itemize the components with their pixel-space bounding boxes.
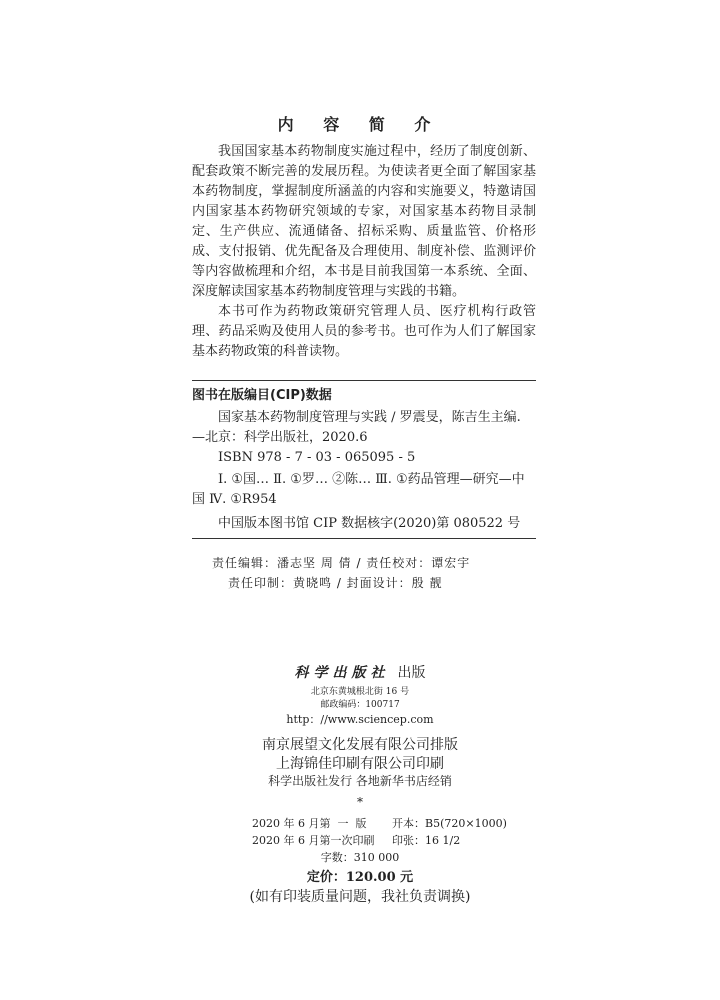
intro-paragraph-2: 本书可作为药物政策研究管理人员、医疗机构行政管理、药品采购及使用人员的参考书。也可作为人们了解国家基本药物政策的科普读物。 <box>192 304 536 359</box>
print-date: 2020 年 6 月第一次印刷 <box>252 834 375 847</box>
intro-body <box>192 142 536 362</box>
edition-date: 2020 年 6 月第 一 版 <box>252 817 367 830</box>
cip-title: 图书在版编目(CIP)数据 <box>192 388 332 403</box>
cip-entry-text: 国家基本药物制度管理与实践 / 罗震旻，陈吉生主编. —北京：科学出版社，2020.6 <box>192 410 521 445</box>
printer: 上海锦佳印刷有限公司印刷 <box>276 756 444 772</box>
cip-bottom-rule <box>192 538 536 539</box>
publisher-zip: 邮政编码：100717 <box>320 700 400 710</box>
publisher-address: 北京东黄城根北街 16 号 <box>310 687 410 697</box>
cip-classification: Ⅰ. ①国… Ⅱ. ①罗… ②陈… Ⅲ. ①药品管理—研究—中国 Ⅳ. ①R954 <box>192 472 525 507</box>
word-count: 字数：310 000 <box>320 851 400 864</box>
distributor: 科学出版社发行 各地新华书店经销 <box>268 774 452 788</box>
cip-isbn: ISBN 978 - 7 - 03 - 065095 - 5 <box>218 450 416 465</box>
editor-credits: 责任编辑：潘志坚 周 倩 / 责任校对：谭宏宇 <box>212 556 471 570</box>
typesetter: 南京展望文化发展有限公司排版 <box>262 737 458 753</box>
cip-entry <box>192 408 536 468</box>
quality-notice: (如有印装质量问题，我社负责调换) <box>249 889 471 905</box>
print-sheets: 印张：16 1/2 <box>392 834 461 847</box>
cip-top-rule <box>192 380 536 381</box>
intro-paragraph-1: 我国国家基本药物制度实施过程中，经历了制度创新、配套政策不断完善的发展历程。为使读者更全面了解国家基本药物制度，掌握制度所涵盖的内容和实施要义，特邀请国内国家基本药物研究领域的专家，对国家基本药物目录制定、生产供应、流通储备、招标采购、质量监管、价格形成、支付报销、优先配备及合理使用、制度补偿、监测评价等内容做梳理和介绍，本书是目前我国第一本系统、全面、深度解读国家基本药物制度管理与实践的书籍。 <box>192 144 536 299</box>
price: 定价：120.00 元 <box>306 870 414 885</box>
book-format: 开本：B5(720×1000) <box>392 817 507 830</box>
publish-label: 出版 <box>397 665 426 681</box>
publisher-line <box>0 662 720 682</box>
publisher-website: http：//www.sciencep.com <box>286 713 434 726</box>
print-credits: 责任印制：黄晓鸣 / 封面设计：殷 靓 <box>228 576 443 590</box>
publisher-logo: 科学出版社 <box>294 665 390 681</box>
cip-data-number: 中国版本图书馆 CIP 数据核字(2020)第 080522 号 <box>218 516 521 531</box>
intro-title: 内 容 简 介 <box>277 115 443 134</box>
separator-star: * <box>357 795 363 809</box>
